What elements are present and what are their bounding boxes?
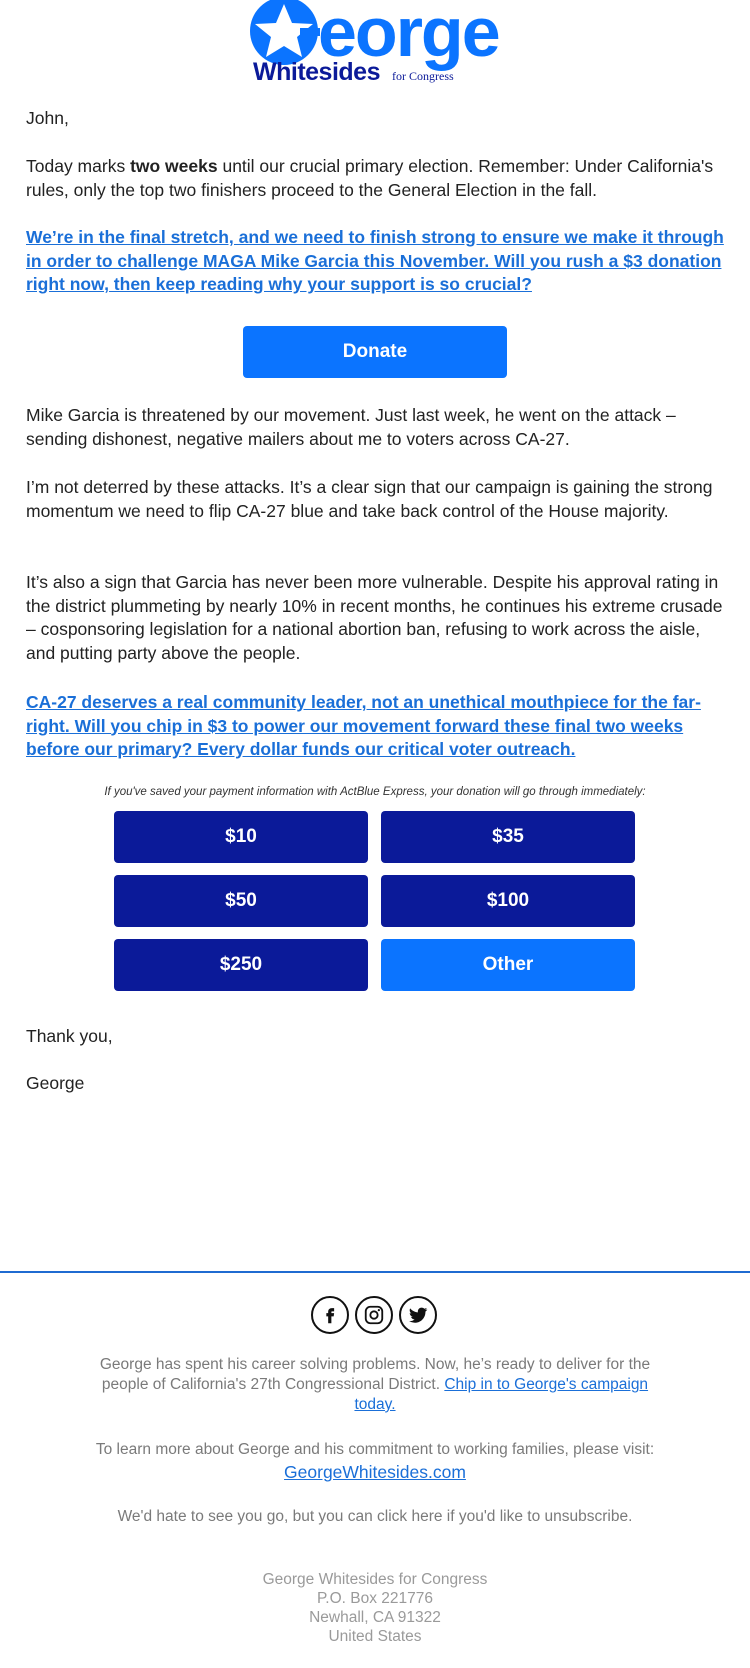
paragraph-momentum: I’m not deterred by these attacks. It’s a clear sign that our campaign is gaining the strong momentum we need to flip CA-27 blue and take back control of the House majority. xyxy=(26,477,713,521)
instagram-link[interactable] xyxy=(355,1296,393,1334)
logo-graphic xyxy=(0,0,750,90)
logo-name-bottom: Whitesides xyxy=(253,58,380,86)
footer-website-link[interactable]: GeorgeWhitesides.com xyxy=(284,1462,466,1482)
intro-text-after: until our crucial primary election. Remember: Under California's rules, only the top two finishers proceed to the General Election in the fall. xyxy=(26,156,714,200)
greeting: John, xyxy=(26,108,69,128)
donate-250-button[interactable]: $250 xyxy=(114,939,368,991)
intro-text-before: Today marks xyxy=(26,156,131,176)
address-line-3: Newhall, CA 91322 xyxy=(309,1609,441,1626)
footer-bio xyxy=(80,1355,670,1415)
donate-50-button[interactable]: $50 xyxy=(114,875,368,927)
logo-name-top: eorge xyxy=(318,0,499,71)
address-line-4: United States xyxy=(328,1628,422,1645)
donate-appeal-link-2[interactable]: CA-27 deserves a real community leader, not an unethical mouthpiece for the far-right. Will you chip in $3 to power our movement forward these final two weeks before our primary? Every dollar funds our critical voter outreach. xyxy=(26,692,701,759)
footer-divider xyxy=(0,1271,750,1273)
signoff: Thank you, xyxy=(26,1026,113,1046)
donate-35-button[interactable]: $35 xyxy=(381,811,635,863)
twitter-link[interactable] xyxy=(399,1296,437,1334)
footer-learn-more xyxy=(80,1440,670,1484)
paragraph-attack: Mike Garcia is threatened by our movement. Just last week, he went on the attack – sending dishonest, negative mailers about me to voters across CA-27. xyxy=(26,405,676,449)
donate-appeal-link-1[interactable]: We’re in the final stretch, and we need to finish strong to ensure we make it through in order to challenge MAGA Mike Garcia this November. Will you rush a $3 donation right now, then keep reading why your support is so crucial? xyxy=(26,227,724,294)
footer-bio-text: George has spent his career solving problems. Now, he’s ready to deliver for the people of California's 27th Congressional District. xyxy=(99,1356,651,1393)
facebook-icon xyxy=(319,1304,341,1326)
donate-other-button[interactable]: Other xyxy=(381,939,635,991)
signature: George xyxy=(26,1073,85,1093)
address-line-1: George Whitesides for Congress xyxy=(262,1571,488,1588)
paragraph-intro xyxy=(26,155,726,202)
footer-chip-in-link[interactable]: Chip in to George's campaign today. xyxy=(354,1376,649,1413)
facebook-link[interactable] xyxy=(311,1296,349,1334)
intro-bold: two weeks xyxy=(130,156,218,176)
logo-tagline: for Congress xyxy=(392,69,454,83)
donate-100-button[interactable]: $100 xyxy=(381,875,635,927)
campaign-logo xyxy=(0,0,750,90)
footer-unsubscribe[interactable]: We'd hate to see you go, but you can click here if you'd like to unsubscribe. xyxy=(117,1508,633,1525)
footer-address xyxy=(0,1570,750,1646)
twitter-icon xyxy=(407,1304,429,1326)
donate-10-button[interactable]: $10 xyxy=(114,811,368,863)
donate-button[interactable]: Donate xyxy=(243,326,507,378)
footer-learn-more-text: To learn more about George and his commitment to working families, please visit: xyxy=(95,1441,655,1458)
instagram-icon xyxy=(363,1304,385,1326)
address-line-2: P.O. Box 221776 xyxy=(316,1590,434,1607)
paragraph-vulnerable: It’s also a sign that Garcia has never been more vulnerable. Despite his approval rating in the district plummeting by nearly 10% in recent months, he continues his extreme crusade – cosponsoring legislation for a national abortion ban, refusing to work across the aisle, and putting party above the people. xyxy=(26,572,723,663)
actblue-express-note: If you've saved your payment information with ActBlue Express, your donation will go through immediately: xyxy=(104,786,646,798)
